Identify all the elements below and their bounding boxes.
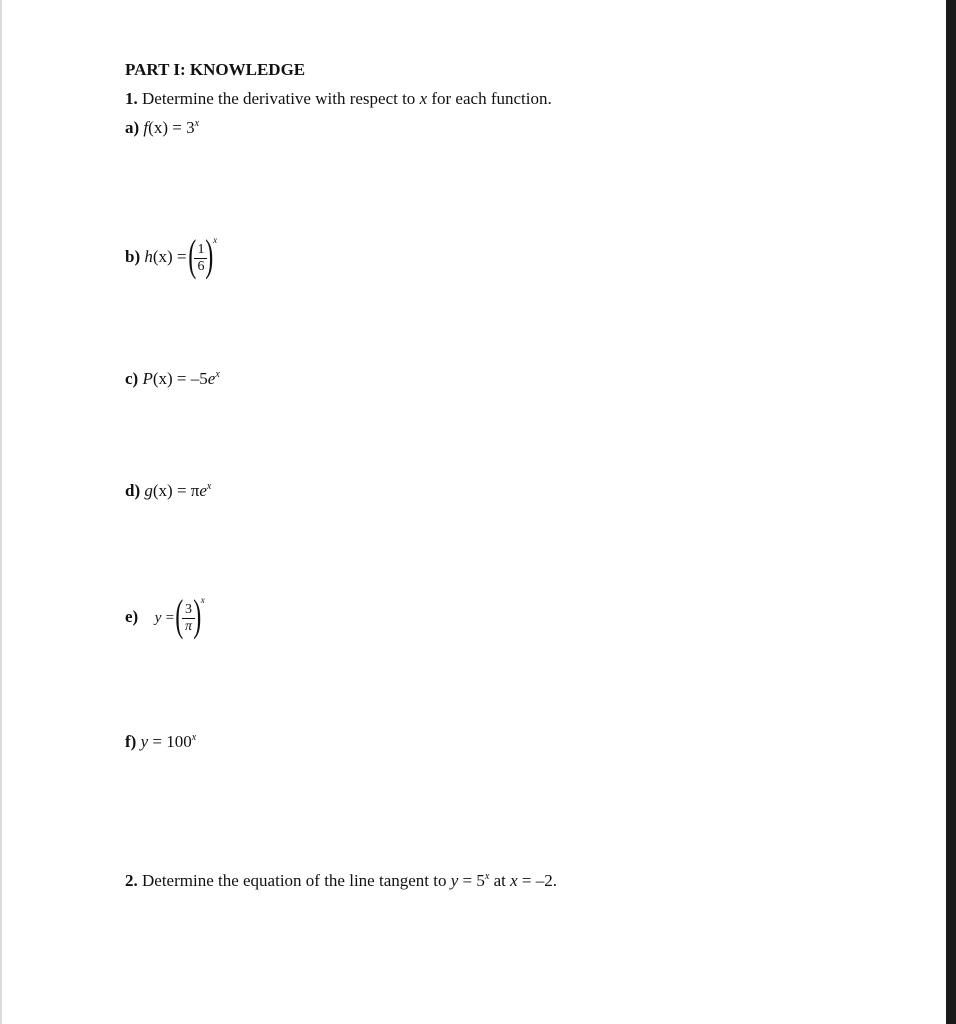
item-f-label: f)	[125, 732, 137, 751]
question-1-text: Determine the derivative with respect to	[142, 89, 416, 108]
item-e-exponent: x	[200, 595, 205, 605]
part-heading: PART I: KNOWLEDGE	[125, 60, 306, 79]
question-1-text-end: for each function.	[431, 89, 552, 108]
item-a-exponent: x	[194, 118, 200, 129]
item-f	[125, 732, 196, 752]
item-c-expression: (x) = –5	[152, 369, 208, 388]
item-d-exponent: x	[206, 481, 212, 492]
right-paren: )	[193, 591, 202, 640]
item-b-expression: (x) =	[152, 246, 187, 266]
item-c-exponent: x	[215, 369, 220, 380]
question-2-at: at	[489, 871, 511, 890]
item-f-exponent: x	[191, 732, 197, 743]
item-f-lhs: y	[140, 732, 149, 751]
item-a-label: a)	[125, 118, 140, 137]
item-b-function: h	[144, 246, 153, 266]
item-b-exponent: x	[213, 235, 218, 245]
question-1-number: 1.	[125, 89, 138, 108]
item-b-numerator: 1	[194, 242, 207, 259]
item-a-expression: (x) = 3	[148, 118, 195, 137]
item-d-label: d)	[125, 481, 141, 500]
item-a-function: f	[143, 118, 149, 137]
question-2-number: 2.	[125, 871, 138, 890]
item-d-base: e	[199, 481, 207, 500]
item-e-label: e)	[125, 606, 139, 626]
left-paren: (	[188, 231, 197, 280]
item-e-numerator: 3	[182, 602, 195, 619]
question-2-value: = –2.	[517, 871, 557, 890]
question-2-exponent: x	[484, 871, 490, 882]
page-left-edge	[0, 0, 2, 1024]
right-paren: )	[205, 231, 214, 280]
item-b	[125, 231, 218, 280]
item-b-denominator: 6	[197, 258, 205, 274]
viewer-right-edge	[946, 0, 956, 1024]
item-f-rhs: = 100	[148, 732, 192, 751]
item-c-label: c)	[125, 369, 139, 388]
item-d-expression: (x) = π	[152, 481, 200, 500]
item-c-base: e	[207, 369, 216, 388]
item-c	[125, 369, 220, 389]
question-2-lhs: y	[450, 871, 459, 890]
item-d-function: g	[144, 481, 153, 500]
question-1-variable: x	[419, 89, 428, 108]
item-e-fraction-group	[175, 591, 205, 640]
question-2	[125, 871, 557, 891]
item-c-function: P	[142, 369, 153, 388]
question-2-text: Determine the equation of the line tangent to	[142, 871, 447, 890]
question-1	[125, 89, 552, 109]
item-d	[125, 481, 211, 501]
question-2-rhs: = 5	[458, 871, 485, 890]
item-b-fraction-group	[188, 231, 218, 280]
item-e-equals: =	[165, 609, 175, 626]
item-a	[125, 118, 199, 138]
item-e	[125, 591, 205, 640]
question-2-variable: x	[510, 871, 518, 890]
left-paren: (	[175, 591, 184, 640]
item-e-denominator: π	[185, 618, 193, 634]
item-e-lhs: y	[154, 609, 162, 626]
item-b-label: b)	[125, 246, 141, 266]
